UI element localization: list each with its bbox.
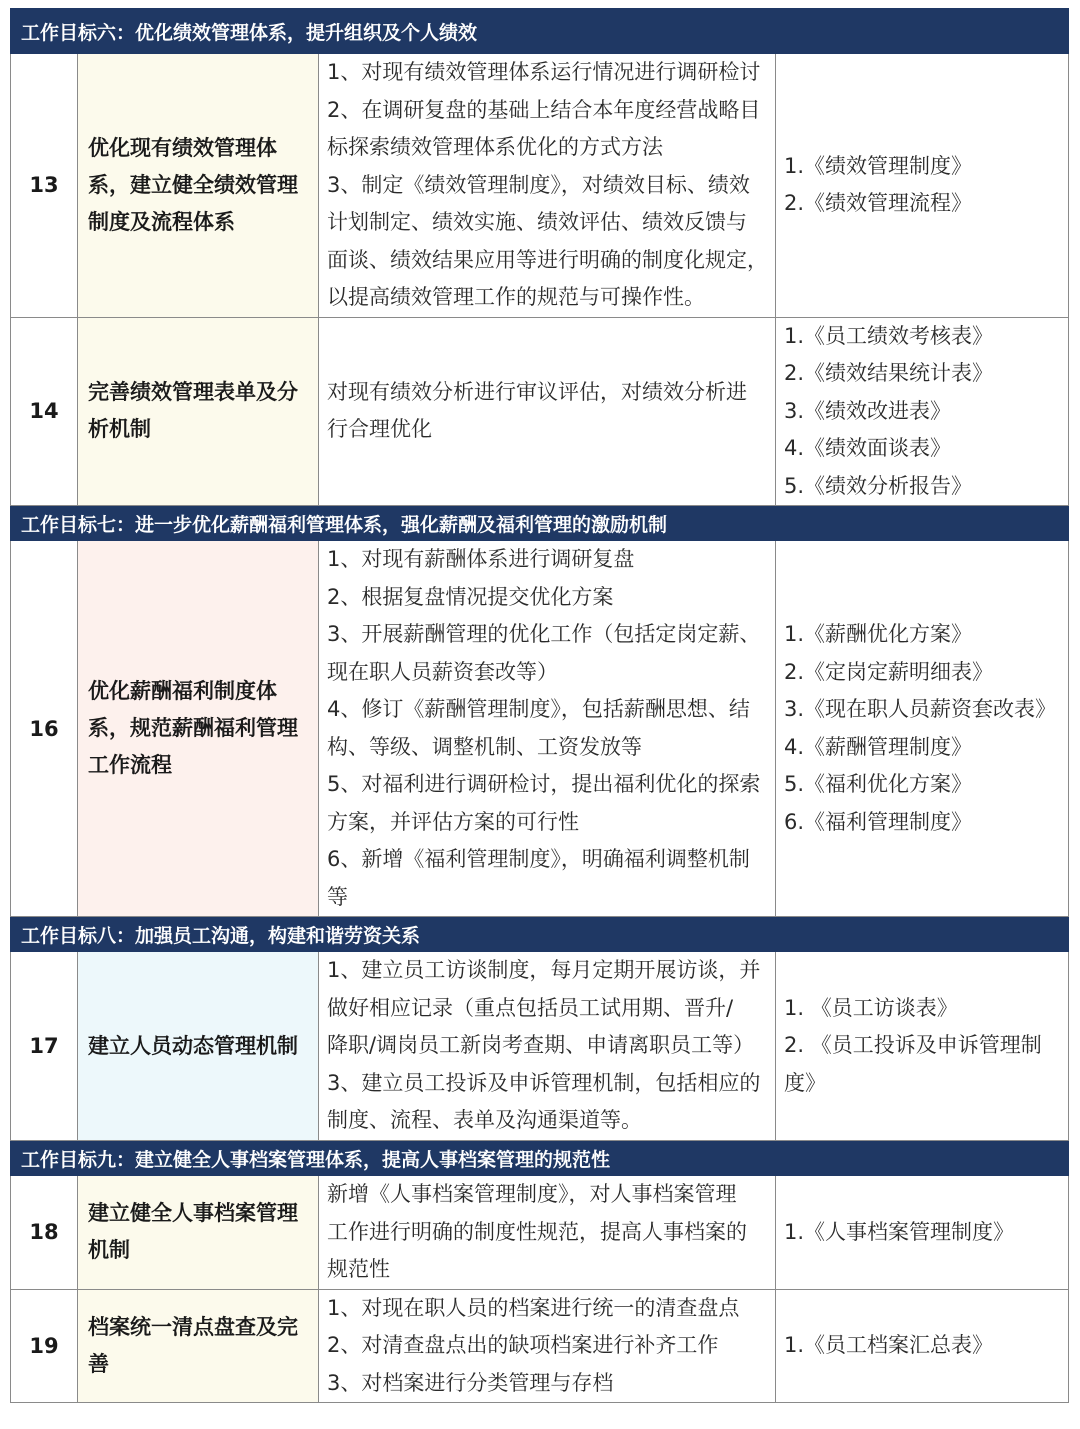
deliverable-item: 2. 《员工投诉及申诉管理制 [784,1033,1042,1058]
task-name-line: 完善绩效管理表单及分 [88,380,298,405]
task-name-line: 善 [88,1351,109,1376]
deliverables-cell [776,54,1069,318]
task-name-line: 工作流程 [88,753,172,777]
description-line: 3、制定《绩效管理制度》，对绩效目标、绩效 [327,172,750,197]
description-line: 5、对福利进行调研检讨，提出福利优化的探索 [327,772,761,796]
task-description-cell [319,54,776,318]
table-row [11,54,1069,318]
description-line: 1、对现有绩效管理体系运行情况进行调研检讨 [327,60,761,84]
deliverables-cell [776,1176,1069,1290]
description-line: 构、等级、调整机制、工资发放等 [327,734,642,759]
description-line: 4、修订《薪酬管理制度》，包括薪酬思想、结 [327,697,750,721]
deliverable-item: 度》 [784,1070,826,1095]
goal-header-row [11,917,1069,952]
goal-title: 工作目标六：优化绩效管理体系，提升组织及个人绩效 [11,9,1069,54]
deliverable-item: 2.《绩效管理流程》 [784,191,973,216]
description-line: 1、对现有薪酬体系进行调研复盘 [327,547,635,571]
task-name-cell [78,317,319,506]
task-name-line: 系，规范薪酬福利管理 [88,716,298,740]
table-row [11,541,1069,917]
description-line: 面谈、绩效结果应用等进行明确的制度化规定， [327,247,768,272]
description-line: 3、对档案进行分类管理与存档 [327,1370,614,1395]
deliverable-item: 4.《薪酬管理制度》 [784,734,973,759]
row-number: 19 [11,1289,78,1403]
task-name-line: 档案统一清点盘查及完 [88,1314,298,1339]
description-line: 计划制定、绩效实施、绩效评估、绩效反馈与 [327,210,747,234]
deliverable-item: 1.《薪酬优化方案》 [784,622,973,646]
table-row [11,1289,1069,1403]
description-line: 制度、流程、表单及沟通渠道等。 [327,1108,642,1133]
table-row [11,1176,1069,1290]
description-line: 新增《人事档案管理制度》，对人事档案管理 [327,1182,737,1206]
task-name-line: 建立人员动态管理机制 [88,1033,298,1058]
deliverable-item: 1.《人事档案管理制度》 [784,1219,1015,1244]
goal-title: 工作目标九：建立健全人事档案管理体系，提高人事档案管理的规范性 [11,1141,1069,1176]
task-description-cell [319,541,776,917]
deliverable-item: 1. 《员工访谈表》 [784,995,958,1020]
description-line: 做好相应记录（重点包括员工试用期、晋升/ [327,995,734,1020]
deliverables-cell [776,952,1069,1141]
task-name-cell [78,952,319,1141]
deliverable-item: 1.《绩效管理制度》 [784,153,973,178]
row-number: 18 [11,1176,78,1290]
deliverables-cell [776,541,1069,917]
task-name-cell [78,1289,319,1403]
row-number: 17 [11,952,78,1141]
deliverable-item: 3.《现在职人员薪资套改表》 [784,697,1057,721]
deliverable-item: 2.《绩效结果统计表》 [784,361,994,385]
table-row [11,317,1069,506]
description-line: 6、新增《福利管理制度》，明确福利调整机制 [327,847,750,871]
row-number: 16 [11,541,78,917]
description-line: 1、建立员工访谈制度，每月定期开展访谈，并 [327,958,761,983]
description-line: 2、根据复盘情况提交优化方案 [327,584,614,609]
description-line: 2、对清查盘点出的缺项档案进行补齐工作 [327,1333,719,1357]
row-number: 14 [11,317,78,506]
description-line: 规范性 [327,1257,390,1281]
deliverable-item: 1.《员工绩效考核表》 [784,323,994,348]
goal-header-row [11,9,1069,54]
goal-title: 工作目标七：进一步优化薪酬福利管理体系，强化薪酬及福利管理的激励机制 [11,506,1069,541]
deliverable-item: 5.《福利优化方案》 [784,772,973,796]
task-name-line: 优化薪酬福利制度体 [88,679,277,703]
task-description-cell [319,317,776,506]
deliverable-item: 2.《定岗定薪明细表》 [784,659,994,684]
task-description-cell [319,952,776,1141]
description-line: 现在职人员薪资套改等） [327,659,558,684]
row-number: 13 [11,54,78,318]
task-name-line: 建立健全人事档案管理 [88,1201,298,1226]
description-line: 等 [327,884,348,909]
description-line: 工作进行明确的制度性规范，提高人事档案的 [327,1219,747,1244]
description-line: 2、在调研复盘的基础上结合本年度经营战略目 [327,97,761,122]
task-name-line: 优化现有绩效管理体 [88,135,277,160]
deliverable-item: 5.《绩效分析报告》 [784,473,973,498]
deliverable-item: 4.《绩效面谈表》 [784,436,952,460]
task-name-line: 系，建立健全绩效管理 [88,172,298,197]
goal-title: 工作目标八：加强员工沟通，构建和谐劳资关系 [11,917,1069,952]
deliverable-item: 1.《员工档案汇总表》 [784,1333,994,1357]
description-line: 1、对现在职人员的档案进行统一的清查盘点 [327,1295,740,1320]
task-name-line: 析机制 [88,417,151,442]
deliverables-cell [776,1289,1069,1403]
task-name-cell [78,1176,319,1290]
goal-header-row [11,1141,1069,1176]
description-line: 标探索绩效管理体系优化的方式方法 [327,135,663,159]
description-line: 降职/调岗员工新岗考查期、申请离职员工等） [327,1033,755,1058]
deliverables-cell [776,317,1069,506]
description-line: 方案，并评估方案的可行性 [327,809,579,834]
description-line: 行合理优化 [327,417,432,442]
task-name-line: 制度及流程体系 [88,209,235,234]
deliverable-item: 6.《福利管理制度》 [784,809,973,834]
task-name-line: 机制 [88,1238,130,1263]
task-description-cell [319,1176,776,1290]
table-row [11,952,1069,1141]
task-name-cell [78,541,319,917]
description-line: 3、建立员工投诉及申诉管理机制，包括相应的 [327,1070,761,1095]
description-line: 3、开展薪酬管理的优化工作（包括定岗定薪、 [327,622,761,646]
description-line: 对现有绩效分析进行审议评估，对绩效分析进 [327,379,747,404]
goal-header-row [11,506,1069,541]
deliverable-item: 3.《绩效改进表》 [784,398,952,423]
task-description-cell [319,1289,776,1403]
task-name-cell [78,54,319,318]
work-plan-table [10,8,1069,1403]
description-line: 以提高绩效管理工作的规范与可操作性。 [327,285,705,309]
